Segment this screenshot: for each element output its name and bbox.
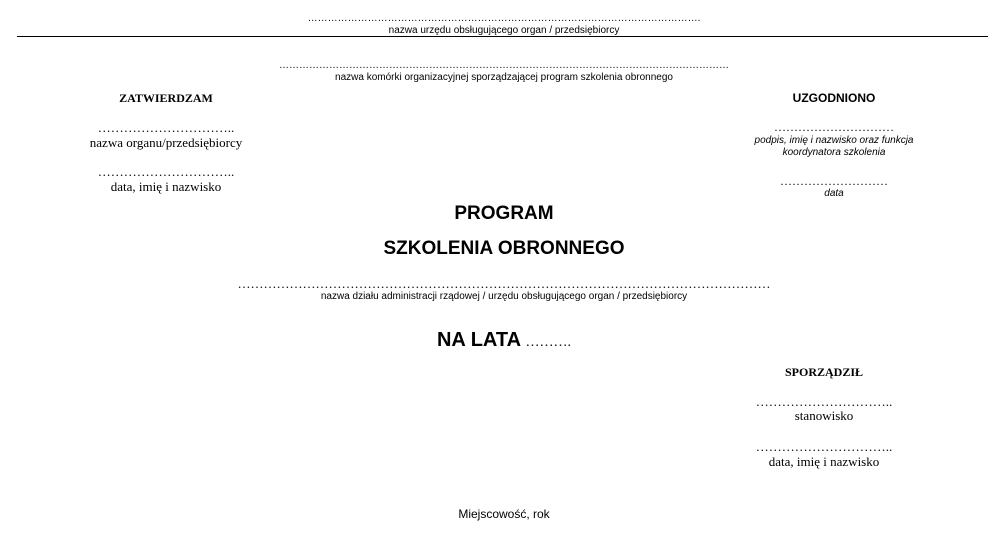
title-defense-training: SZKOLENIA OBRONNEGO [383, 238, 625, 259]
agreed-caption-date: data [824, 188, 844, 199]
title-program: PROGRAM [454, 203, 554, 224]
approve-title: ZATWIERDZAM [119, 91, 213, 105]
agreed-dots-1: ………………………… [774, 120, 894, 134]
department-caption: nazwa działu administracji rządowej / urzędu obsługującego organ / przedsiębiorcy [320, 291, 688, 302]
header-divider [17, 36, 988, 37]
years-label: NA LATA [436, 329, 522, 351]
agreed-caption-signature-line1: podpis, imię i nazwisko oraz funkcja [754, 135, 914, 146]
agreed-caption-signature-line2: koordynatora szkolenia [782, 147, 886, 158]
years-dots: ………. [525, 335, 572, 350]
office-dots: ………………………………………………………………………………………………………. [307, 13, 701, 24]
prepared-caption-date: data, imię i nazwisko [768, 454, 880, 469]
office-caption: nazwa urzędu obsługującego organ / przedsiębiorcy [388, 25, 620, 36]
approve-dots-1: ………………………….. [97, 120, 235, 135]
years-line [437, 329, 571, 352]
prepared-caption-position: stanowisko [794, 408, 854, 423]
agreed-title: UZGODNIONO [792, 91, 876, 105]
place-year: Miejscowość, rok [458, 507, 550, 521]
department-dots: …………………………………………………………………………………………………………… [237, 276, 771, 291]
unit-caption: nazwa komórki organizacyjnej sporządzającej program szkolenia obronnego [335, 72, 673, 83]
unit-dots: ……………………………………………………………………………………………………………………… [279, 60, 729, 71]
prepared-dots-1: ………………………….. [755, 394, 893, 409]
agreed-dots-2: ……………………… [780, 174, 888, 188]
prepared-dots-2: ………………………….. [755, 439, 893, 454]
approve-dots-2: ………………………….. [97, 164, 235, 179]
approve-caption-date: data, imię i nazwisko [110, 179, 222, 194]
approve-caption-organ: nazwa organu/przedsiębiorcy [89, 135, 243, 150]
prepared-title: SPORZĄDZIŁ [784, 365, 864, 379]
